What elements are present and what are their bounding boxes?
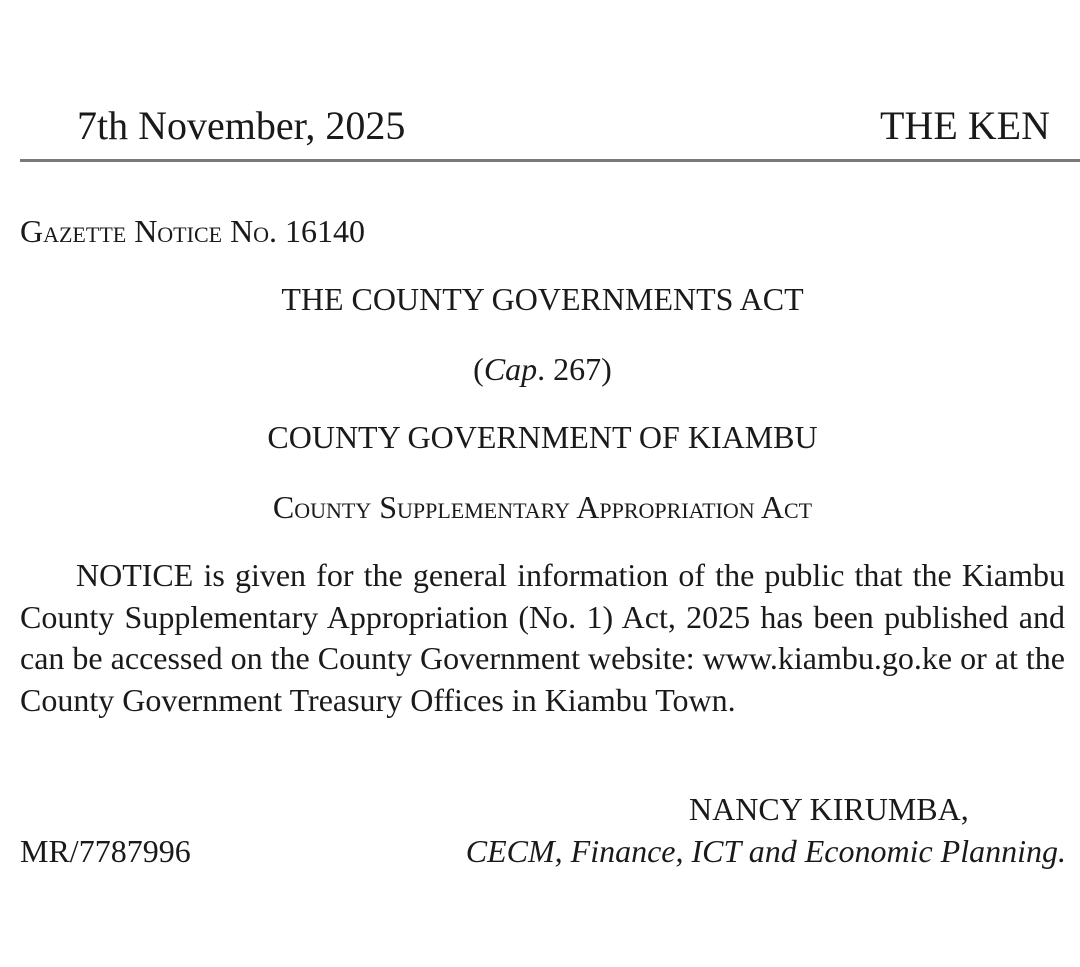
cap-reference <box>20 348 1065 390</box>
cap-label: Cap <box>483 351 538 387</box>
gazette-header <box>0 0 1080 162</box>
cap-number: . 267) <box>537 351 612 387</box>
notice-body: NOTICE is given for the general information of the public that the Kiambu County Supplementary Appropriation (No. 1) Act, 2025 has been published and can be accessed on the County Government website: www.kiambu.go.ke or at the County Government Treasury Offices in Kiambu Town. <box>20 557 1065 718</box>
header-divider <box>20 159 1080 162</box>
notice-number: Gazette Notice No. 16140 <box>20 213 366 249</box>
gazette-date: 7th November, 2025 <box>77 103 406 148</box>
signatory-title: CECM, Finance, ICT and Economic Planning. <box>465 833 1066 869</box>
county-title: COUNTY GOVERNMENT OF KIAMBU <box>267 419 818 455</box>
signatory-name: NANCY KIRUMBA, <box>689 791 969 827</box>
cap-open: ( <box>473 351 484 387</box>
publication-title: THE KEN <box>880 103 1050 148</box>
act-title: THE COUNTY GOVERNMENTS ACT <box>281 281 804 317</box>
reference-number: MR/7787996 <box>20 833 191 869</box>
sub-act-title: County Supplementary Appropriation Act <box>272 489 813 525</box>
